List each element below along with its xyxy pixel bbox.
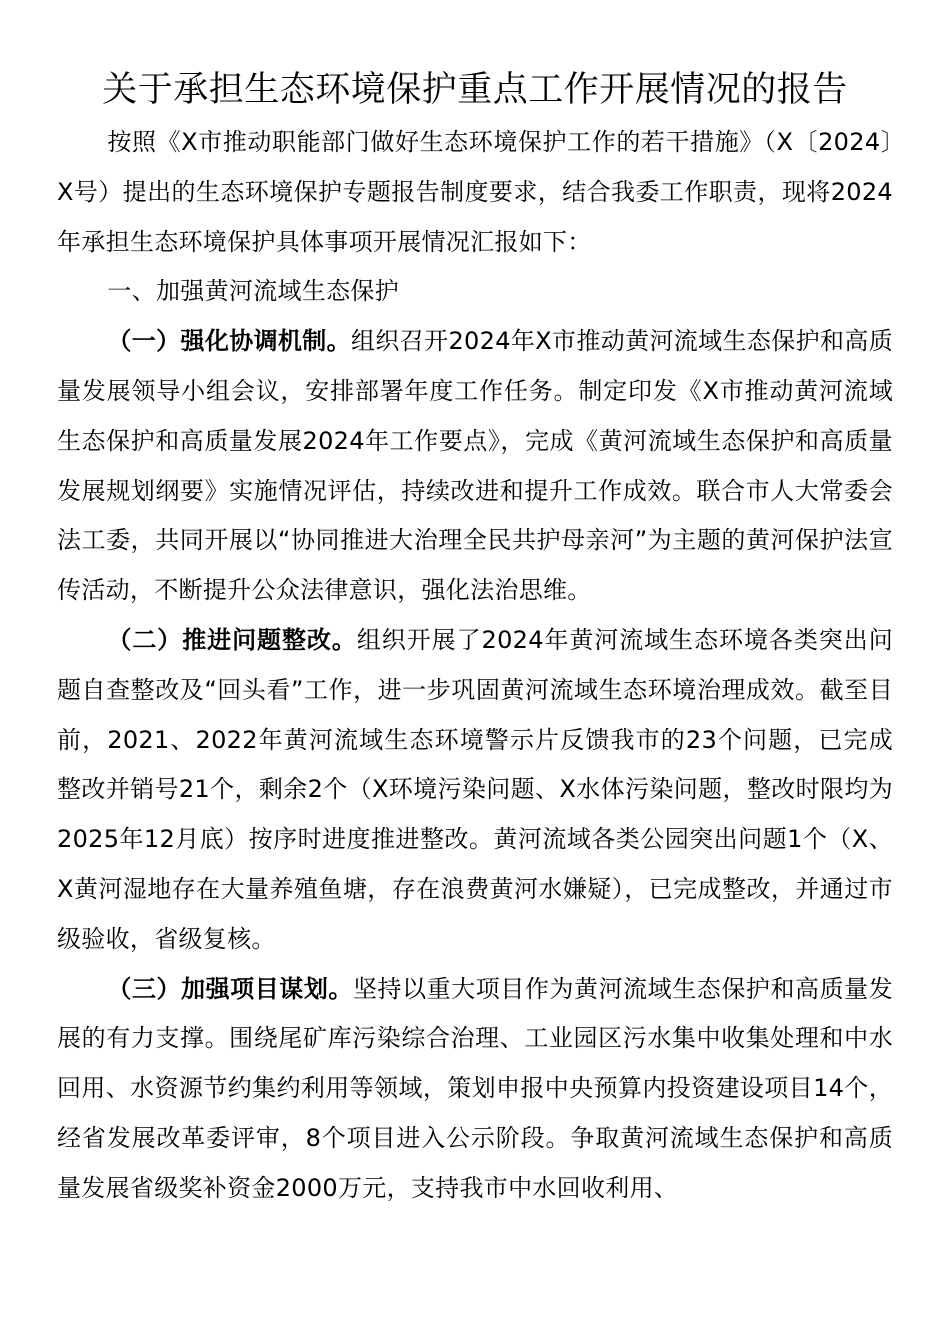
intro-paragraph: 按照《X市推动职能部门做好生态环境保护工作的若干措施》（X〔2024〕X号）提出的生态环境保护专题报告制度要求，结合我委工作职责，现将2024年承担生态环境保护具体事项开展情况汇报如下：: [57, 128, 893, 256]
item-paragraph-2: [57, 616, 893, 965]
item-text-2: 组织开展了2024年黄河流域生态环境各类突出问题自查整改及“回头看”工作，进一步巩固黄河流域生态环境治理成效。截至目前，2021、2022年黄河流域生态环境警示片反馈我市的23个问题，已完成整改并销号21个，剩余2个（X环境污染问题、X水体污染问题，整改时限均为2025年12月底）按序时进度推进整改。黄河流域各类公园突出问题1个（X、X黄河湿地存在大量养殖鱼塘，存在浪费黄河水嫌疑），已完成整改，并通过市级验收，省级复核。: [57, 625, 893, 953]
document-body: [57, 118, 893, 1214]
item-lead-1: （一）强化协调机制。: [107, 327, 352, 356]
section-heading: 一、加强黄河流域生态保护: [107, 277, 399, 306]
item-text-1: 组织召开2024年X市推动黄河流域生态保护和高质量发展领导小组会议，安排部署年度工作任务。制定印发《X市推动黄河流域生态保护和高质量发展2024年工作要点》，完成《黄河流域生态保护和高质量发展规划纲要》实施情况评估，持续改进和提升工作成效。联合市人大常委会法工委，共同开展以“协同推进大治理全民共护母亲河”为主题的黄河保护法宣传活动，不断提升公众法律意识，强化法治思维。: [57, 327, 894, 605]
document-title: 关于承担生态环境保护重点工作开展情况的报告: [102, 70, 848, 110]
item-paragraph-1: [57, 317, 893, 616]
item-lead-3: （三）加强项目谋划。: [107, 974, 353, 1003]
item-paragraph-3: [57, 965, 893, 1214]
item-text-3: 坚持以重大项目作为黄河流域生态保护和高质量发展的有力支撑。围绕尾矿库污染综合治理、工业园区污水集中收集处理和中水回用、水资源节约集约利用等领域，策划申报中央预算内投资建设项目14个，经省发展改革委评审，8个项目进入公示阶段。争取黄河流域生态保护和高质量发展省级奖补资金2000万元，支持我市中水回收利用、: [57, 974, 894, 1202]
item-lead-2: （二）推进问题整改。: [107, 625, 357, 654]
